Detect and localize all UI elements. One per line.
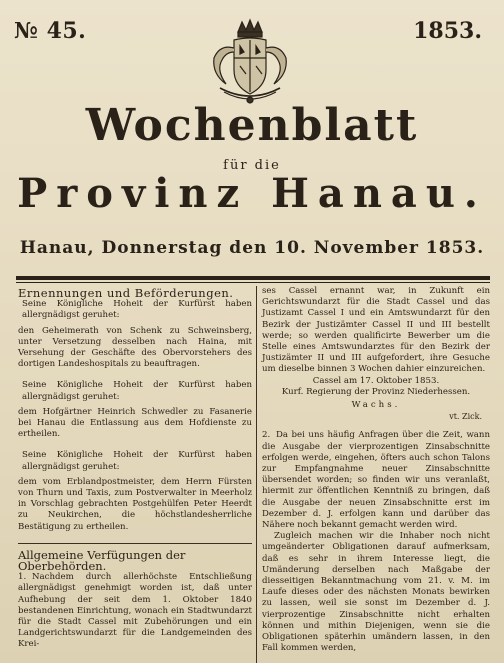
entry-body: den Geheimerath von Schenk zu Schweinsberg, unter Versetzung desselben nach Haina, mit Versehung der Geschäfte des Obervorstehers des dortigen Landeshospitals zu beauftragen. bbox=[18, 325, 252, 370]
column-divider bbox=[256, 286, 257, 663]
entry-intro: Seine Königliche Hoheit der Kurfürst haben allergnädigst geruhet: bbox=[22, 299, 252, 321]
decree-item-2-continued: Zugleich machen wir die Inhaber noch nicht umgeänderter Obligationen darauf aufmerksam, daß es sehr in ihrem Interesse liegt, die Umänderung derselben nach Maßgabe der diesseitigen Bekanntmachung vom 21. v. M. im Laufe dieses oder des nächsten Monats bewirken zu lassen, weil sie sonst im Dezember d. J. vierprozentige Zinsabschnitte nicht erhalten können und mithin Diejenigen, wenn sie die Obligationen späterhin umändern lassen, in den Fall kommen werden, bbox=[262, 531, 490, 654]
entry-intro: Seine Königliche Hoheit der Kurfürst haben allergnädigst geruhet: bbox=[22, 450, 252, 472]
province-title: Provinz Hanau. bbox=[17, 170, 487, 217]
issue-year: 1853. bbox=[413, 18, 482, 44]
section-heading-decrees: Allgemeine Verfügungen der Oberbehörden. bbox=[18, 547, 186, 574]
decree-item-1 bbox=[18, 572, 252, 650]
item-number: 1. bbox=[18, 572, 27, 583]
decree-item-2 bbox=[262, 430, 490, 531]
newspaper-title: Wochenblatt bbox=[85, 100, 419, 151]
item-text: Nachdem durch allerhöchste Entschließung allergnädigst genehmigt worden ist, daß unter Aufhebung der seit dem 1. Oktober 1840 bestandenen Einrichtung, wonach ein Stadtwundarzt für die Stadt Cassel mit Zubehörungen und ein Landgerichtswundarzt für die Landgemeinden des Krei- bbox=[18, 572, 252, 650]
entry-body: dem vom Erblandpostmeister, dem Herrn Fürsten von Thurn und Taxis, zum Postverwalter in Meerholz in Vorschlag gebrachten Postgehülfen Peter Heerdt zu Neukirchen, die höchstlandesherrliche Bestätigung zu ertheilen. bbox=[18, 476, 252, 532]
masthead-rule-thin bbox=[16, 282, 490, 283]
entry-intro: Seine Königliche Hoheit der Kurfürst haben allergnädigst geruhet: bbox=[22, 380, 252, 402]
issue-number: № 45. bbox=[14, 18, 87, 44]
title-connector: für die bbox=[223, 158, 281, 173]
item-number: 2. bbox=[262, 430, 271, 441]
continued-text: ses Cassel ernannt war, in Zukunft ein Gerichtswundarzt für die Stadt Cassel und das Justizamt Cassel I und ein Amtswundarzt für den Bezirk der Justizämter Cassel II und III bestellt werde; so werden qualificirte Bewerber um die Stelle eines Amtswundarztes für den Bezirk der Justizämter II und III aufgefordert, ihre Gesuche um dieselbe binnen 3 Wochen dahier einzureichen. bbox=[262, 286, 490, 375]
dateline: Hanau, Donnerstag den 10. November 1853. bbox=[19, 238, 485, 258]
signature-name: Wachs. bbox=[351, 400, 401, 411]
entry-body: dem Hofgärtner Heinrich Schwedler zu Fasanerie bei Hanau die Entlassung aus dem Hofdienste zu ertheilen. bbox=[18, 406, 252, 440]
signature-note: vt. Zick. bbox=[449, 412, 482, 422]
left-column bbox=[18, 288, 252, 651]
item-text: Da bei uns häufig Anfragen über die Zeit, wann die Ausgabe der vierprozentigen Zinsabschnitte erfolgen werde, eingehen, öfters auch schon Talons zur Empfangnahme neuer Zinsabschnitte übersendet worden; so finden wir uns veranlaßt, hiermit zur öffentlichen Kenntniß zu bringen, daß die Ausgabe der neuen Zinsabschnitte erst im Dezember d. J. erfolgen kann und darüber das Nähere noch bekannt gemacht werden wird. bbox=[262, 430, 490, 531]
section-heading-appointments: Ernennungen und Beförderungen. bbox=[18, 286, 234, 300]
masthead-rule bbox=[16, 276, 490, 280]
right-column bbox=[262, 286, 490, 655]
section-divider bbox=[18, 543, 252, 544]
coat-of-arms-icon bbox=[204, 18, 296, 108]
place-date-line: Cassel am 17. Oktober 1853. bbox=[312, 375, 440, 386]
issuing-authority: Kurf. Regierung der Provinz Niederhessen. bbox=[281, 386, 471, 397]
